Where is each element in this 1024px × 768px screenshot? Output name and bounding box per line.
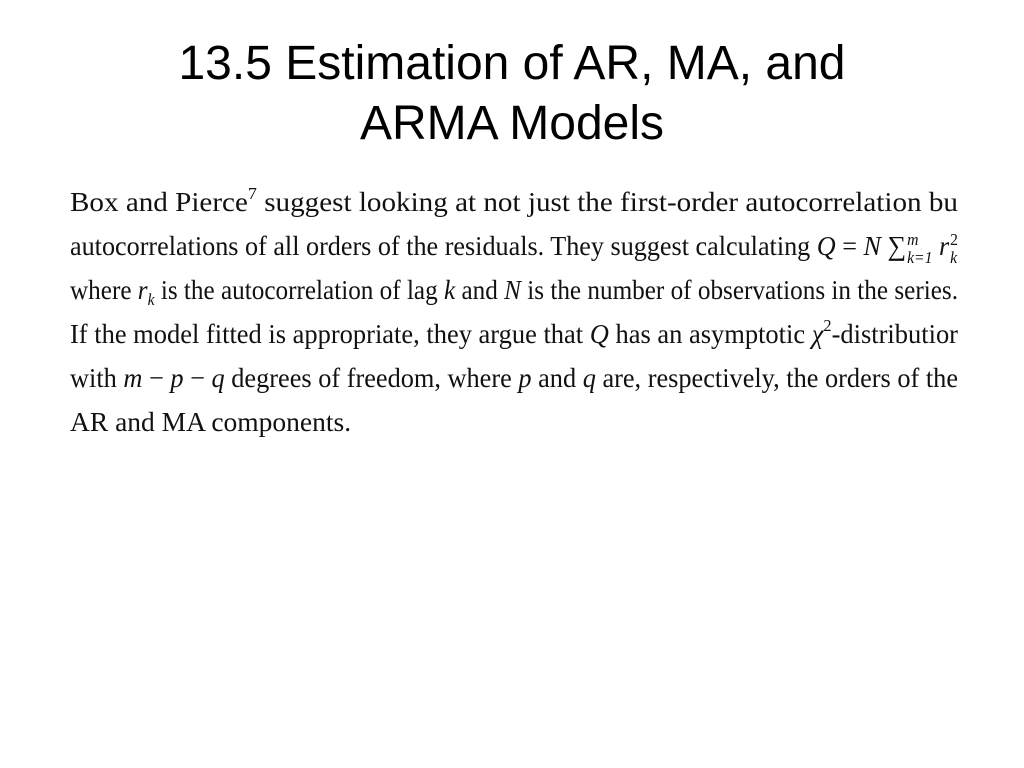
scan-line-6 bbox=[70, 402, 958, 442]
scan-line-4 bbox=[70, 314, 958, 354]
scan-line-5 bbox=[70, 358, 958, 398]
scan-line-6-text: AR and MA components. bbox=[70, 406, 352, 437]
summation-symbol: ∑ m k=1 bbox=[887, 230, 933, 267]
slide-title bbox=[0, 34, 1024, 154]
scan-line-2 bbox=[70, 226, 958, 266]
scan-line-3-text: where $r_k$ is the autocorrelation of lag k and N is the number of observations in the series. bbox=[70, 274, 958, 309]
scan-line-3 bbox=[70, 270, 958, 310]
scan-line-2-text: autocorrelations of all orders of the residuals. They suggest calculating Q = N ∑ m k=1 r 2 k bbox=[70, 226, 958, 266]
scan-line-1 bbox=[70, 182, 958, 222]
scan-line-4-text: If the model fitted is appropriate, they argue that Q has an asymptotic $\chi^2$-distributior bbox=[70, 316, 958, 349]
slide-title-line-1: 13.5 Estimation of AR, MA, and bbox=[178, 37, 846, 90]
slide-title-line-2: ARMA Models bbox=[359, 97, 665, 150]
scanned-text-image bbox=[70, 180, 958, 445]
scan-line-1-text: Box and Pierce$^7$ suggest looking at not just the first-order autocorrelation bu bbox=[70, 184, 958, 217]
footnote-marker: 7 bbox=[247, 184, 257, 204]
scan-line-5-text: with m − p − q degrees of freedom, where p and q are, respectively, the orders of the bbox=[70, 362, 958, 393]
